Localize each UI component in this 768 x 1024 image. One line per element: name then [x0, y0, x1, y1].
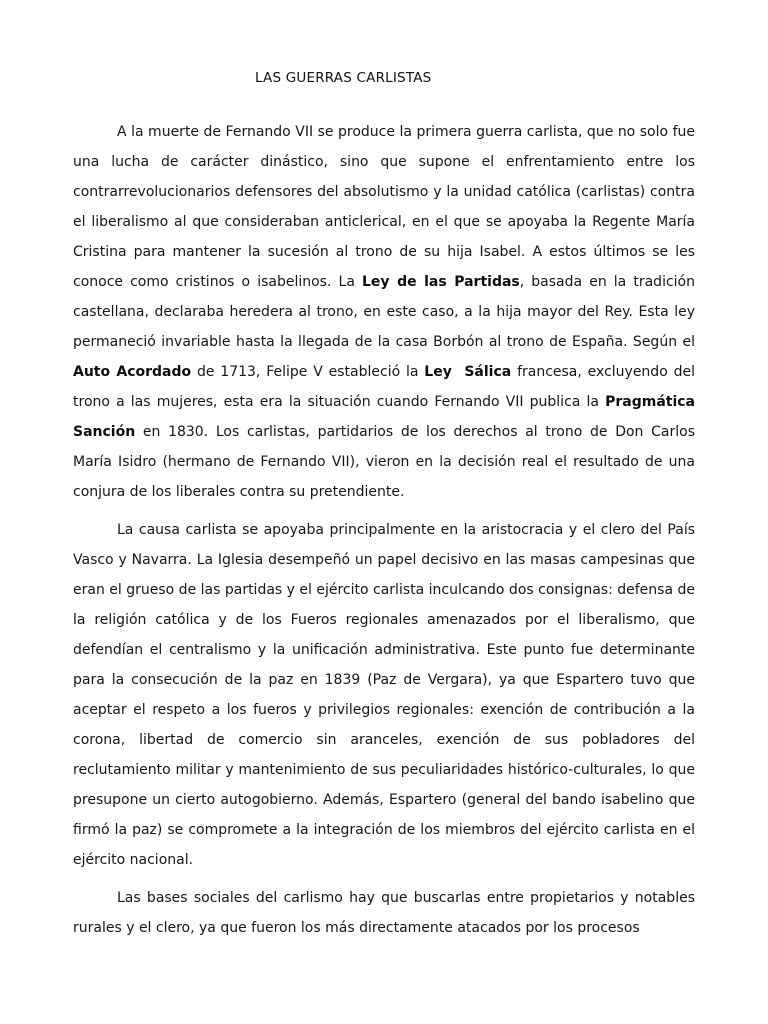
term-ley-salica: Ley Sálica — [424, 364, 512, 380]
paragraph-1-text-2: , basada en la tradición castellana, declaraba heredera al trono, en este caso, a la hija mayor del Rey. Esta ley permaneció invariable hasta la llegada de la casa Borbón al trono de España. Según el — [73, 274, 695, 350]
document-title: LAS GUERRAS CARLISTAS — [255, 70, 432, 86]
term-pragmatica-sancion: Pragmática Sanción — [73, 394, 695, 440]
term-ley-de-las-partidas: Ley de las Partidas — [362, 274, 520, 290]
paragraph-1-text-5: en 1830. Los carlistas, partidarios de los derechos al trono de Don Carlos María Isidro (hermano de Fernando VII), vieron en la decisión real el resultado de una conjura de los liberales contra su pretendiente. — [73, 424, 695, 500]
paragraph-1 — [73, 117, 695, 507]
paragraph-3: Las bases sociales del carlismo hay que buscarlas entre propietarios y notables rurales y el clero, ya que fueron los más directamente atacados por los procesos — [73, 890, 695, 936]
paragraph-1-text-3: de 1713, Felipe V estableció la — [191, 364, 425, 380]
paragraph-1-text-4: francesa, excluyendo del trono a las mujeres, esta era la situación cuando Fernando VII publica la — [73, 364, 695, 410]
paragraph-1-text-1: A la muerte de Fernando VII se produce la primera guerra carlista, que no solo fue una lucha de carácter dinástico, sino que supone el enfrentamiento entre los contrarrevolucionarios defensores del absolutismo y la unidad católica (carlistas) contra el liberalismo al que consideraban anticlerical, en el que se apoyaba la Regente María Cristina para mantener la sucesión al trono de su hija Isabel. A estos últimos se les conoce como cristinos o isabelinos. La — [73, 124, 695, 290]
term-auto-acordado: Auto Acordado — [73, 364, 192, 380]
paragraph-2: La causa carlista se apoyaba principalmente en la aristocracia y el clero del País Vasco y Navarra. La Iglesia desempeñó un papel decisivo en las masas campesinas que eran el grueso de las partidas y el ejército carlista inculcando dos consignas: defensa de la religión católica y de los Fueros regionales amenazados por el liberalismo, que defendían el centralismo y la unificación administrativa. Este punto fue determinante para la consecución de la paz en 1839 (Paz de Vergara), ya que Espartero tuvo que aceptar el respeto a los fueros y privilegios regionales: exención de contribución a la corona, libertad de comercio sin aranceles, exención de sus pobladores del reclutamiento militar y mantenimiento de sus peculiaridades histórico-culturales, lo que presupone un cierto autogobierno. Además, Espartero (general del bando isabelino que firmó la paz) se compromete a la integración de los miembros del ejército carlista en el ejército nacional. — [73, 522, 695, 868]
